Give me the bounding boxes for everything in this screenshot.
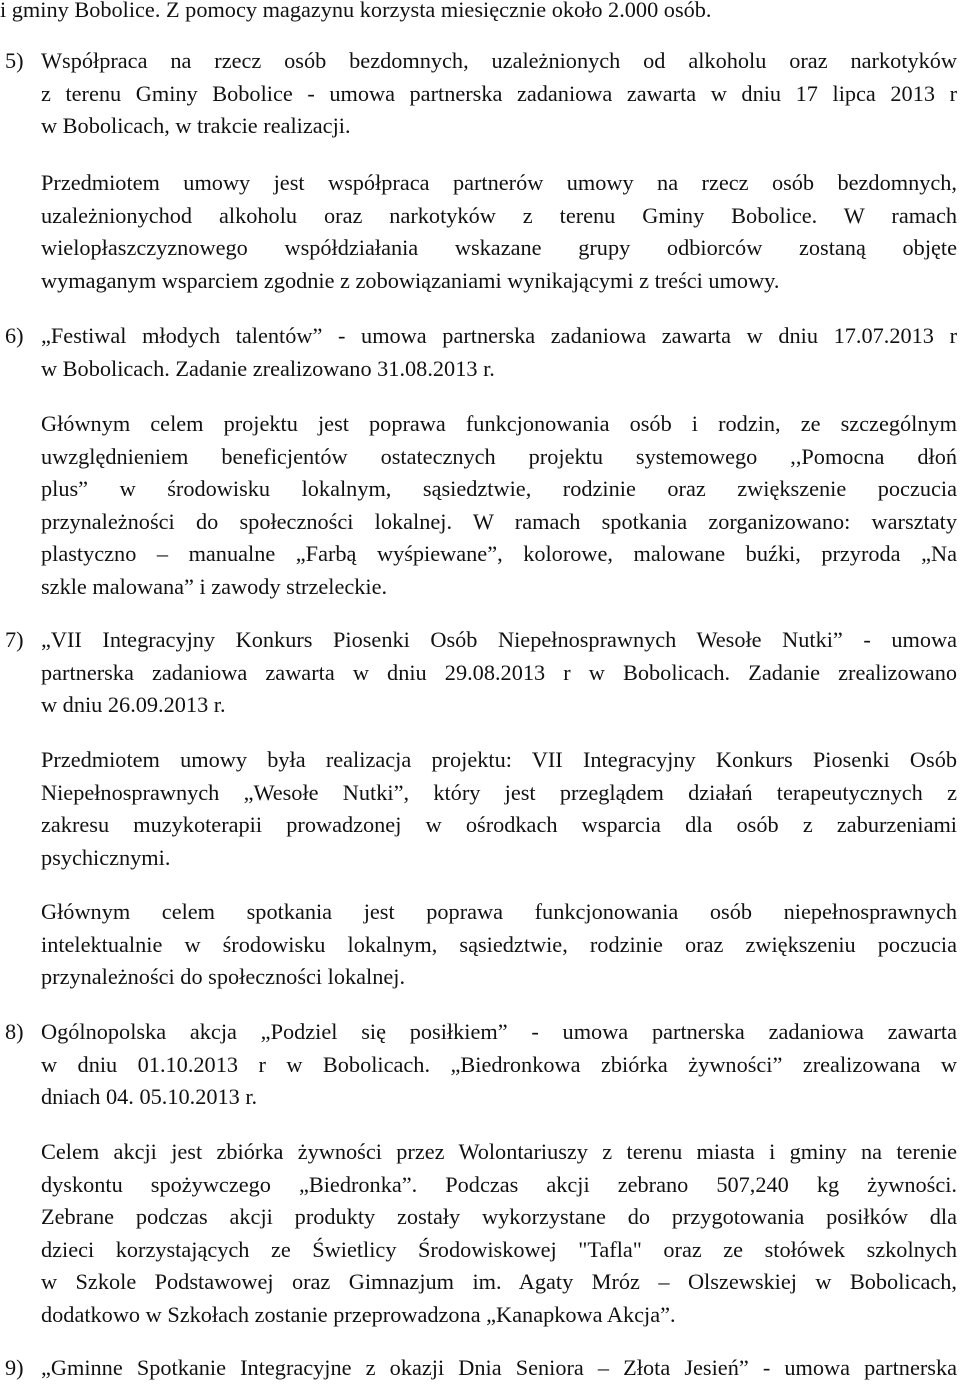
text-line: w dniu 01.10.2013 r w Bobolicach. „Biedronkowa zbiórka żywności” zrealizowana w <box>41 1051 957 1077</box>
text-line: partnerska zadaniowa zawarta w dniu 29.08.2013 r w Bobolicach. Zadanie zrealizowano <box>41 659 957 685</box>
paragraph-intro-continuation <box>0 0 960 27</box>
list-item-number: 7) <box>5 627 24 652</box>
text-line: dyskontu spożywczego „Biedronka”. Podczas akcji zebrano 507,240 kg żywności. <box>41 1171 957 1197</box>
text-line: wielopłaszczyznowego współdziałania wskazane grupy odbiorców zostaną objęte <box>41 235 957 260</box>
list-item-text <box>41 320 957 385</box>
text-line: zakresu muzykoterapii prowadzonej w ośrodkach wsparcia dla osób z zaburzeniami <box>41 812 957 837</box>
text-line: „Festiwal młodych talentów” - umowa partnerska zadaniowa zawarta w dniu 17.07.2013 r <box>41 323 957 348</box>
text-line: plastyczno – manualne „Farbą wyśpiewane”, kolorowe, malowane buźki, przyroda „Na <box>41 541 957 566</box>
list-item-text <box>41 1016 957 1114</box>
text-line: „Gminne Spotkanie Integracyjne z okazji Dnia Seniora – Złota Jesień” - umowa partnerska <box>41 1355 957 1380</box>
text-line: szkle malowana” i zawody strzeleckie. <box>41 573 388 599</box>
text-line: Współpraca na rzecz osób bezdomnych, uzależnionych od alkoholu oraz narkotyków <box>41 48 957 73</box>
paragraph-item-5-description <box>41 167 957 297</box>
list-item-text <box>41 624 957 722</box>
text-line: i gminy Bobolice. Z pomocy magazynu korzysta miesięcznie około 2.000 osób. <box>0 0 712 22</box>
text-line: uzależnionychod alkoholu oraz narkotyków z terenu Gminy Bobolice. W ramach <box>41 202 957 228</box>
text-line: Celem akcji jest zbiórka żywności przez Wolontariuszy z terenu miasta i gminy na terenie <box>41 1139 957 1164</box>
text-line: dodatkowo w Szkołach zostanie przeprowadzona „Kanapkowa Akcja”. <box>41 1301 676 1327</box>
text-line: Głównym celem spotkania jest poprawa funkcjonowania osób niepełnosprawnych <box>41 899 957 924</box>
text-line: Przedmiotem umowy była realizacja projektu: VII Integracyjny Konkurs Piosenki Osób <box>41 747 957 772</box>
list-item-number: 5) <box>5 48 24 73</box>
text-line: dniach 04. 05.10.2013 r. <box>41 1084 258 1109</box>
text-line: Głównym celem projektu jest poprawa funkcjonowania osób i rodzin, ze szczególnym <box>41 411 957 436</box>
text-line: w dniu 26.09.2013 r. <box>41 692 226 717</box>
list-item-text <box>41 1352 957 1385</box>
text-line: plus” w środowisku lokalnym, sąsiedztwie, rodzinie oraz zwiększenie poczucia <box>41 476 957 501</box>
text-line: intelektualnie w środowisku lokalnym, sąsiedztwie, rodzinie oraz zwiększeniu poczucia <box>41 931 957 957</box>
list-item-number: 6) <box>5 323 24 348</box>
text-line: przynależności do społeczności lokalnej. <box>41 964 406 989</box>
text-line: w Bobolicach. Zadanie zrealizowano 31.08.2013 r. <box>41 355 495 381</box>
paragraph-item-7-goal <box>41 896 957 994</box>
list-item-number: 9) <box>5 1355 24 1380</box>
text-line: wymaganym wsparciem zgodnie z zobowiązaniami wynikającymi z treści umowy. <box>41 267 780 293</box>
text-line: Ogólnopolska akcja „Podziel się posiłkiem” - umowa partnerska zadaniowa zawarta <box>41 1019 957 1044</box>
text-line: „VII Integracyjny Konkurs Piosenki Osób Niepełnosprawnych Wesołe Nutki” - umowa <box>41 627 957 652</box>
paragraph-item-6-description <box>41 408 957 603</box>
list-item-text <box>41 45 957 143</box>
text-line: z terenu Gminy Bobolice - umowa partnerska zadaniowa zawarta w dniu 17 lipca 2013 r <box>41 80 957 106</box>
text-line: przynależności do społeczności lokalnej. W ramach spotkania zorganizowano: warsztaty <box>41 508 957 534</box>
text-line: dzieci korzystających ze Świetlicy Środowiskowej "Tafla" oraz ze stołówek szkolnych <box>41 1236 957 1262</box>
text-line: Zebrane podczas akcji produkty zostały wykorzystane do przygotowania posiłków dla <box>41 1204 957 1229</box>
text-line: psychicznymi. <box>41 844 171 870</box>
text-line: Przedmiotem umowy jest współpraca partnerów umowy na rzecz osób bezdomnych, <box>41 170 957 195</box>
text-line: w Bobolicach, w trakcie realizacji. <box>41 113 351 138</box>
paragraph-item-8-description <box>41 1136 957 1331</box>
text-line: w Szkole Podstawowej oraz Gimnazjum im. Agaty Mróz – Olszewskiej w Bobolicach, <box>41 1269 957 1294</box>
paragraph-item-7-subject <box>41 744 957 874</box>
text-line: Niepełnosprawnych „Wesołe Nutki”, który jest przeglądem działań terapeutycznych z <box>41 779 957 805</box>
text-line: uwzględnieniem beneficjentów ostatecznych projektu systemowego ,,Pomocna dłoń <box>41 443 957 469</box>
list-item-number: 8) <box>5 1019 24 1044</box>
